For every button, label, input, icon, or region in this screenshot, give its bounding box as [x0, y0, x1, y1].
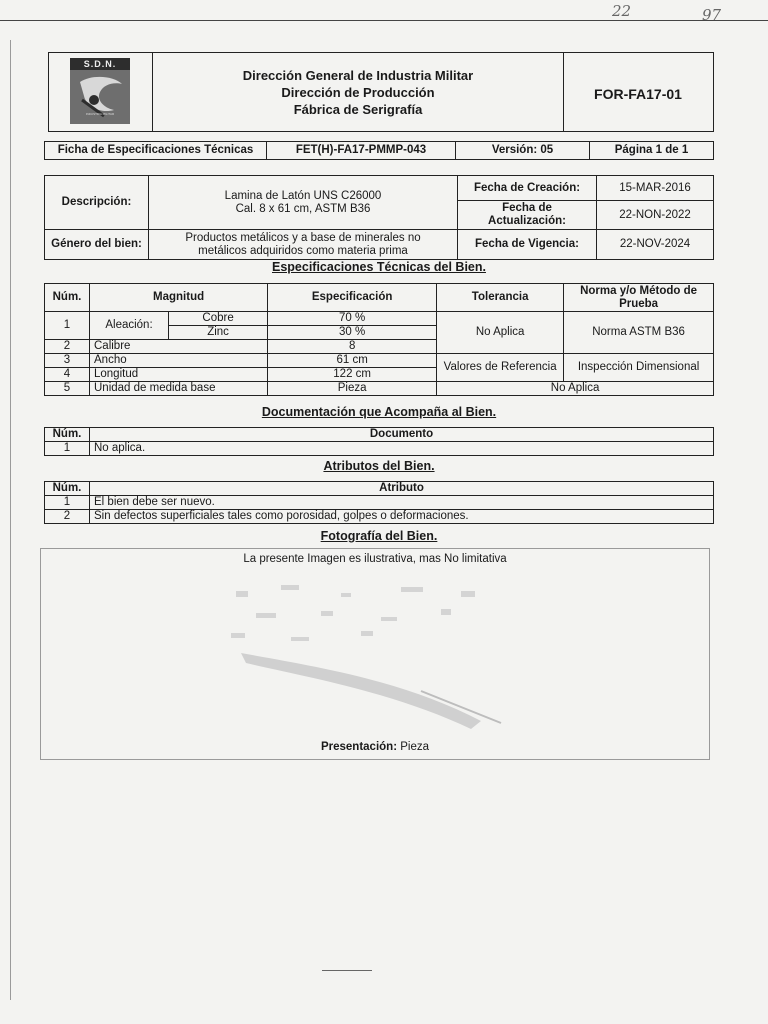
- photo-frame: [40, 548, 710, 760]
- row2-mag: Calibre: [90, 340, 268, 354]
- cobre-value: 70 %: [268, 312, 437, 326]
- brass-sheet-photo: [41, 571, 709, 741]
- norma-astm: Norma ASTM B36: [564, 312, 714, 354]
- row1-num: 1: [45, 312, 90, 340]
- presentacion-label: Presentación:: [320, 741, 398, 753]
- meta-title: Ficha de Especificaciones Técnicas: [45, 142, 267, 160]
- handwritten-mark-right: 97: [702, 6, 722, 24]
- attr-row2-text: Sin defectos superficiales tales como porosidad, golpes o deformaciones.: [90, 510, 714, 524]
- row4-spec: 122 cm: [268, 368, 437, 382]
- inspeccion-dimensional: Inspección Dimensional: [564, 354, 714, 382]
- handwritten-mark-left: 22: [612, 2, 632, 20]
- presentacion-line: [41, 741, 709, 753]
- aleacion-label: Aleación:: [90, 312, 169, 340]
- fecha-actualizacion-value: 22-NON-2022: [597, 201, 714, 230]
- desc-label: Descripción:: [45, 176, 149, 230]
- row2-spec: 8: [268, 340, 437, 354]
- top-rule: [0, 20, 768, 21]
- left-rule: [10, 40, 11, 1000]
- specs-h-num: Núm.: [45, 284, 90, 312]
- row2-num: 2: [45, 340, 90, 354]
- meta-page: Página 1 de 1: [590, 142, 714, 160]
- logo-caption: INDUSTRIA MILITAR: [85, 112, 115, 116]
- doc-table: [44, 427, 714, 456]
- meta-table: [44, 141, 714, 160]
- sdn-logo: [70, 58, 130, 124]
- genero-cell: [149, 230, 458, 260]
- attr-row1-text: El bien debe ser nuevo.: [90, 496, 714, 510]
- photo-note: La presente Imagen es ilustrativa, mas No limitativa: [243, 553, 507, 565]
- desc-line-1: Lamina de Latón UNS C26000: [224, 189, 382, 202]
- row3-mag: Ancho: [90, 354, 268, 368]
- attr-title: Atributos del Bien.: [323, 459, 435, 473]
- doc-row-num: 1: [45, 442, 90, 456]
- table-row: [45, 496, 714, 510]
- bottom-scan-mark: [322, 970, 372, 971]
- logo-text: S.D.N.: [70, 58, 130, 70]
- no-aplica-tol: No Aplica: [437, 312, 564, 354]
- photo-title: Fotografía del Bien.: [320, 529, 438, 543]
- row5-tol: No Aplica: [437, 382, 714, 396]
- description-cell: [149, 176, 458, 230]
- specs-h-especificacion: Especificación: [268, 284, 437, 312]
- fecha-creacion-label: Fecha de Creación:: [458, 176, 597, 201]
- header-line-1: Dirección General de Industria Militar: [242, 68, 474, 83]
- table-row: [45, 510, 714, 524]
- zinc-value: 30 %: [268, 326, 437, 340]
- form-code: FOR-FA17-01: [594, 86, 682, 102]
- presentacion-value: Pieza: [400, 741, 430, 753]
- zinc-label: Zinc: [169, 326, 268, 340]
- meta-doc-code: FET(H)-FA17-PMMP-043: [267, 142, 456, 160]
- fecha-vigencia-value: 22-NOV-2024: [597, 230, 714, 260]
- valores-referencia: Valores de Referencia: [437, 354, 564, 382]
- info-table: [44, 175, 714, 260]
- doc-title: Documentación que Acompaña al Bien.: [261, 405, 497, 419]
- doc-row-text: No aplica.: [90, 442, 714, 456]
- row4-num: 4: [45, 368, 90, 382]
- row5-num: 5: [45, 382, 90, 396]
- attr-h-attr: Atributo: [90, 482, 714, 496]
- doc-h-num: Núm.: [45, 428, 90, 442]
- row3-spec: 61 cm: [268, 354, 437, 368]
- cobre-label: Cobre: [169, 312, 268, 326]
- specs-h-tolerancia: Tolerancia: [437, 284, 564, 312]
- specs-title: Especificaciones Técnicas del Bien.: [272, 260, 486, 274]
- header-line-3: Fábrica de Serigrafía: [293, 102, 423, 117]
- row3-num: 3: [45, 354, 90, 368]
- row4-mag: Longitud: [90, 368, 268, 382]
- attr-h-num: Núm.: [45, 482, 90, 496]
- header-line-2: Dirección de Producción: [281, 85, 435, 100]
- fecha-creacion-value: 15-MAR-2016: [597, 176, 714, 201]
- attr-table: [44, 481, 714, 524]
- doc-h-doc: Documento: [90, 428, 714, 442]
- attr-row2-num: 2: [45, 510, 90, 524]
- desc-line-2: Cal. 8 x 61 cm, ASTM B36: [235, 202, 371, 215]
- specs-h-magnitud: Magnitud: [90, 284, 268, 312]
- row5-mag: Unidad de medida base: [90, 382, 268, 396]
- genero-label: Género del bien:: [45, 230, 149, 260]
- fecha-vigencia-label: Fecha de Vigencia:: [458, 230, 597, 260]
- specs-table: [44, 283, 714, 396]
- genero-line-1: Productos metálicos y a base de minerales no: [185, 231, 421, 244]
- fecha-actualizacion-label: Fecha de Actualización:: [458, 201, 597, 230]
- table-row: [45, 442, 714, 456]
- genero-line-2: metálicos adquiridos como materia prima: [198, 244, 408, 257]
- meta-version: Versión: 05: [456, 142, 590, 160]
- row5-spec: Pieza: [268, 382, 437, 396]
- attr-row1-num: 1: [45, 496, 90, 510]
- specs-h-norma: Norma y/o Método de Prueba: [564, 284, 714, 312]
